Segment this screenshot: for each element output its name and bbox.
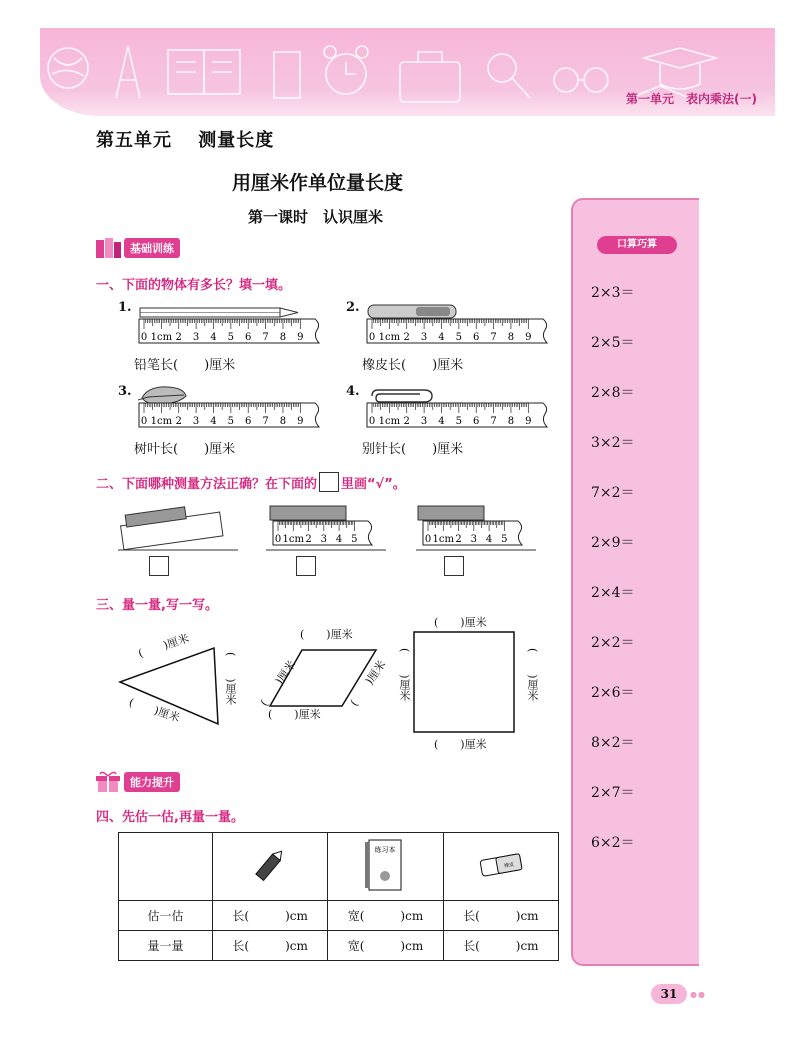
q1-item-leaf — [118, 384, 328, 464]
mental-math-item: 7×2＝ — [591, 485, 635, 501]
ruler-label: 3 — [470, 534, 478, 545]
eraser-length-caption: 橡皮长( )厘米 — [362, 358, 464, 373]
ruler — [272, 520, 376, 546]
q1-item-paperclip — [346, 384, 556, 464]
notebook-icon — [363, 836, 407, 894]
table-cell[interactable]: 长( )cm — [443, 931, 558, 961]
eraser-label: 橡皮 — [503, 861, 515, 870]
estimate-measure-table — [118, 832, 559, 961]
page-number: 31 — [651, 984, 687, 1004]
ruler-label: 8 — [279, 332, 287, 343]
ruler-label: 8 — [507, 332, 515, 343]
ruler-label: 1cm — [150, 332, 173, 343]
ruler-label: 2 — [403, 416, 410, 427]
square-shape — [414, 632, 514, 732]
parallelogram-side-label: ( )厘米 — [268, 708, 321, 721]
answer-box-icon — [319, 472, 339, 492]
mental-math-item: 2×3＝ — [591, 285, 635, 301]
q2-title-part-b: 里画“√”。 — [341, 476, 406, 492]
q2-answer-box-a[interactable] — [149, 556, 169, 576]
square-side-label: ( )厘米 — [398, 648, 411, 701]
table-cell[interactable]: 宽( )cm — [328, 901, 443, 931]
mental-math-title: 口算巧算 — [597, 236, 677, 254]
ruler-label: 0 — [368, 416, 376, 427]
ruler — [366, 402, 551, 428]
ruler-label: 1cm — [432, 534, 454, 545]
ruler-label: 8 — [279, 416, 287, 427]
table-cell[interactable]: 长( )cm — [443, 901, 558, 931]
item-number: 3. — [118, 384, 132, 399]
table-corner-cell — [119, 833, 213, 901]
mental-math-item: 8×2＝ — [591, 735, 635, 751]
ruler-label: 3 — [420, 332, 428, 343]
question-3-title: 三、量一量,写一写。 — [96, 598, 218, 613]
lesson-subtitle: 第一课时 认识厘米 — [248, 208, 384, 226]
parallelogram-side-label: ( )厘米 — [257, 658, 299, 709]
q2-answer-box-b[interactable] — [296, 556, 316, 576]
basic-training-badge — [94, 236, 180, 260]
ruler-label: 9 — [297, 416, 304, 427]
ruler — [138, 318, 323, 344]
table-cell[interactable]: 宽( )cm — [328, 931, 443, 961]
ruler-label: 3 — [320, 534, 328, 545]
item-number: 1. — [118, 300, 132, 315]
ruler-label: 4 — [210, 332, 217, 343]
square-side-label: ( )厘米 — [434, 738, 487, 751]
q1-item-eraser — [346, 300, 556, 380]
question-1-title: 一、下面的物体有多长？填一填。 — [96, 278, 292, 293]
mental-math-item: 2×6＝ — [591, 685, 635, 701]
ruler-label: 2 — [403, 332, 410, 343]
advance-badge — [94, 770, 180, 794]
q2-option-a — [118, 502, 238, 552]
ruler-label: 5 — [455, 332, 463, 343]
row-header: 估一估 — [119, 901, 213, 931]
item-number: 4. — [346, 384, 360, 399]
ruler-label: 7 — [262, 332, 269, 343]
ruler-label: 9 — [525, 416, 532, 427]
mental-math-item: 3×2＝ — [591, 435, 635, 451]
ruler-label: 9 — [525, 332, 532, 343]
ruler-label: 4 — [438, 416, 445, 427]
mental-math-panel — [571, 198, 699, 966]
mental-math-item: 2×4＝ — [591, 585, 635, 601]
ruler-label: 2 — [175, 416, 182, 427]
q2-title-part-a: 二、下面哪种测量方法正确？在下面的 — [96, 476, 318, 492]
q2-option-c — [416, 502, 536, 552]
ruler-label: 7 — [490, 332, 497, 343]
triangle-side-label: ( )厘米 — [127, 695, 182, 725]
ruler — [422, 520, 526, 546]
ruler-label: 4 — [335, 534, 343, 545]
mental-math-item: 2×2＝ — [591, 635, 635, 651]
eraser-icon — [477, 851, 525, 879]
mental-math-item: 2×5＝ — [591, 335, 635, 351]
parallelogram-side-label: ( )厘米 — [347, 658, 389, 709]
table-row — [119, 901, 559, 931]
ruler-label: 5 — [501, 534, 508, 545]
basic-training-label: 基础训练 — [124, 238, 180, 258]
ruler-label: 4 — [438, 332, 445, 343]
ruler-label: 0 — [140, 416, 148, 427]
advance-label: 能力提升 — [124, 772, 180, 792]
ruler-label: 3 — [192, 332, 200, 343]
ruler — [138, 402, 323, 428]
ruler-label: 3 — [420, 416, 428, 427]
item-number: 2. — [346, 300, 360, 315]
ruler — [366, 318, 551, 344]
square-side-label: ( )厘米 — [434, 616, 487, 629]
q2-answer-box-c[interactable] — [444, 556, 464, 576]
ruler-label: 2 — [455, 534, 462, 545]
ruler-label: 7 — [490, 416, 497, 427]
q2-option-b — [266, 502, 386, 552]
mental-math-item: 6×2＝ — [591, 835, 635, 851]
ruler-label: 6 — [245, 332, 252, 343]
square-side-label: ( )厘米 — [526, 648, 539, 701]
table-cell[interactable]: 长( )cm — [213, 901, 328, 931]
triangle-side-label: ( )厘米 — [224, 652, 237, 705]
ruler-label: 4 — [210, 416, 217, 427]
ruler-label: 1cm — [378, 332, 401, 343]
ruler-label: 5 — [227, 416, 235, 427]
ruler-label: 8 — [507, 416, 515, 427]
ruler-label: 5 — [455, 416, 463, 427]
gift-icon — [94, 770, 124, 794]
ruler-label: 6 — [473, 416, 480, 427]
row-header: 量一量 — [119, 931, 213, 961]
mental-math-item: 2×7＝ — [591, 785, 635, 801]
table-row — [119, 833, 559, 901]
question-2-title — [96, 472, 406, 492]
ruler-label: 6 — [473, 332, 480, 343]
ruler-label: 4 — [485, 534, 493, 545]
table-row — [119, 931, 559, 961]
ruler-label: 9 — [297, 332, 304, 343]
paperclip-length-caption: 别针长( )厘米 — [362, 442, 464, 457]
page-dots-icon: ●● — [690, 990, 706, 999]
pencil-icon — [250, 845, 290, 885]
ruler-label: 0 — [274, 534, 282, 545]
ruler-label: 1cm — [378, 416, 401, 427]
table-cell[interactable]: 长( )cm — [213, 931, 328, 961]
triangle-side-label: ( )厘米 — [136, 631, 191, 661]
leaf-length-caption: 树叶长( )厘米 — [134, 442, 236, 457]
ruler-label: 2 — [175, 332, 182, 343]
ruler-label: 6 — [245, 416, 252, 427]
ruler-label: 1cm — [282, 534, 304, 545]
question-4-title: 四、先估一估,再量一量。 — [96, 810, 244, 825]
mental-math-item: 2×9＝ — [591, 535, 635, 551]
ruler-label: 3 — [192, 416, 200, 427]
header-banner — [40, 28, 775, 116]
q1-item-pencil — [118, 300, 328, 380]
notebook-label: 练习本 — [374, 846, 396, 854]
ruler-label: 5 — [351, 534, 358, 545]
tilted-ruler-figure — [118, 502, 238, 552]
ruler-label: 0 — [140, 332, 148, 343]
ruler-label: 7 — [262, 416, 269, 427]
unit-label: 第一单元 表内乘法(一) — [626, 92, 757, 106]
pencil-length-caption: 铅笔长( )厘米 — [134, 358, 236, 373]
ruler-label: 0 — [424, 534, 432, 545]
ruler-label: 5 — [227, 332, 235, 343]
ruler-label: 2 — [305, 534, 312, 545]
unit-title: 第五单元 测量长度 — [96, 130, 275, 151]
mental-math-item: 2×8＝ — [591, 385, 635, 401]
books-icon — [94, 236, 124, 260]
pencil-cell — [213, 833, 328, 901]
ruler-label: 0 — [368, 332, 376, 343]
lesson-title: 用厘米作单位量长度 — [232, 172, 404, 194]
notebook-cell — [328, 833, 443, 901]
parallelogram-side-label: ( )厘米 — [300, 628, 353, 641]
eraser-cell — [443, 833, 558, 901]
ruler-label: 1cm — [150, 416, 173, 427]
